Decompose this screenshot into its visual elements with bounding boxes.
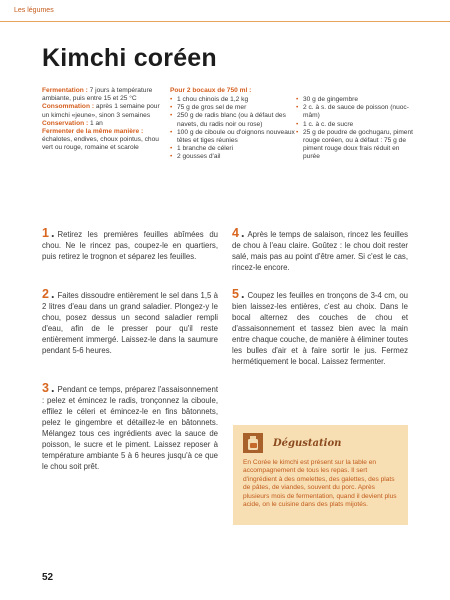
page-header bbox=[0, 0, 450, 22]
bullet-icon: • bbox=[170, 112, 173, 120]
ingredient-item: • 2 gousses d'ail bbox=[170, 153, 221, 161]
jar-icon bbox=[243, 433, 263, 453]
step-5: 5 . Coupez les feuilles en tronçons de 3-4 cm, ou bien laissez-les entières, c'est au choix. Dans le bocal alternez des couches de chou et d'assaisonnement et tassez bien avec la main entre chaque couche, de manière à éliminer toutes les bulles d'air et à faire sortir le jus. Fermez hermétiquement le bocal. Laissez fermenter. bbox=[232, 287, 408, 366]
bullet-icon: • bbox=[170, 145, 173, 153]
bullet-icon: • bbox=[170, 104, 173, 112]
step-text: Après le temps de salaison, rincez les feuilles de chou à l'eau claire. Goûtez : le chou doit rester salé, mais pas au point d'être amer. Si c'est le cas, rincez-le encore. bbox=[232, 230, 408, 272]
step-text: Coupez les feuilles en tronçons de 3-4 cm, ou bien laissez-les entières, c'est au choix. Dans le bocal alternez des couches de chou et d'assaisonnement et tassez bien avec la main entre chaque couche, de manière à éliminer toutes les bulles d'air et à faire sortir le jus. Fermez hermétiquement le bocal. Laissez fermenter. bbox=[232, 291, 408, 366]
section-label: Les légumes bbox=[14, 7, 54, 14]
step-number: 5 bbox=[232, 287, 239, 301]
ingredient-item: • 25 g de poudre de gochugaru, piment rouge coréen, ou à défaut : 75 g de piment rouge doux frais réduit en purée bbox=[296, 128, 413, 161]
ingredient-item: • 2 c. à s. de sauce de poisson (nuoc-mâm) bbox=[296, 104, 409, 120]
ingredient-item: • 100 g de ciboule ou d'oignons nouveaux têtes et tiges réunies bbox=[170, 128, 295, 145]
tasting-text: En Corée le kimchi est présent sur la table en accompagnement de tous les repas. Il sert d'ingrédient à des omelettes, des galettes, des plats de pâtes, de viandes, souvent du porc. Après plusieurs mois de fermentation, quand il devient plus acide, on le cuisine dans des plats mijotés. bbox=[243, 459, 397, 509]
ingredients-list-left bbox=[170, 96, 300, 162]
info-conservation: Conservation : 1 an bbox=[42, 119, 103, 127]
step-number: 4 bbox=[232, 226, 239, 240]
step-4: 4 . Après le temps de salaison, rincez les feuilles de chou à l'eau claire. Goûtez : le chou doit rester salé, mais pas au point d'être amer. Si c'est le cas, rincez-le encore. bbox=[232, 226, 408, 272]
ingredients-title: Pour 2 bocaux de 750 ml : bbox=[170, 87, 252, 94]
ingredient-item: • 250 g de radis blanc (ou à défaut des navets, du radis noir ou rose) bbox=[170, 112, 286, 128]
info-fermentation: Fermentation : 7 jours à température ambiante, puis entre 15 et 25 °C bbox=[42, 87, 153, 103]
bullet-icon: • bbox=[170, 128, 173, 136]
bullet-icon: • bbox=[296, 96, 299, 103]
step-text: Faites dissoudre entièrement le sel dans 1,5 à 2 litres d'eau dans un grand saladier. Plongez-y le chou, posez dessus un second saladier rempli d'eau, afin de le presser pour qu'il reste entièrement immergé. Laissez-le dans la saumure pendant 5-6 heures. bbox=[42, 291, 218, 355]
step-text: Retirez les premières feuilles abîmées du chou. Ne le rincez pas, coupez-le en quartiers, puis retirez le trognon et séparez les feuilles. bbox=[42, 230, 218, 261]
ingredient-item: • 1 c. à c. de sucre bbox=[296, 120, 354, 128]
ingredients-list-right bbox=[296, 96, 416, 162]
step-1: 1 . Retirez les premières feuilles abîmées du chou. Ne le rincez pas, coupez-le en quartiers, puis retirez le trognon et séparez les feuilles. bbox=[42, 226, 218, 261]
ingredient-item: • 75 g de gros sel de mer bbox=[170, 104, 247, 112]
step-number: 1 bbox=[42, 226, 49, 240]
bullet-icon: • bbox=[170, 153, 173, 161]
ingredient-item: • 30 g de gingembre bbox=[296, 96, 358, 103]
step-number: 3 bbox=[42, 381, 49, 395]
bullet-icon: • bbox=[296, 120, 299, 128]
bullet-icon: • bbox=[296, 104, 299, 112]
step-text: Pendant ce temps, préparez l'assaisonnement : pelez et émincez le radis, tronçonnez la ciboule, effilez le céleri et émincez-le en fins bâtonnets, pelez le gingembre et détaillez-le en bâtonnets. Mélangez tous ces ingrédients avec la sauce de poisson, le sucre et le piment. Laissez reposer à température ambiante 5 à 6 heures jusqu'à ce que le chou soit prêt. bbox=[42, 385, 218, 471]
recipe-info bbox=[42, 87, 162, 153]
step-number: 2 bbox=[42, 287, 49, 301]
ingredient-item: • 1 chou chinois de 1,2 kg bbox=[170, 96, 249, 103]
ingredient-item: • 1 branche de céleri bbox=[170, 145, 234, 153]
info-meme-maniere: Fermenter de la même manière : échalotes, endives, choux pointus, chou vert ou rouge, romaine et scarole bbox=[42, 128, 159, 152]
bullet-icon: • bbox=[296, 128, 299, 136]
step-3: 3 . Pendant ce temps, préparez l'assaisonnement : pelez et émincez le radis, tronçonnez la ciboule, effilez le céleri et émincez-le en fins bâtonnets, pelez le gingembre et détaillez-le en bâtonnets. Mélangez tous ces ingrédients avec la sauce de poisson, le sucre et le piment. Laissez reposer à température ambiante 5 à 6 heures jusqu'à ce que le chou soit prêt. bbox=[42, 381, 218, 471]
page-number: 52 bbox=[42, 572, 54, 583]
recipe-title: Kimchi coréen bbox=[42, 44, 217, 72]
step-2: 2 . Faites dissoudre entièrement le sel dans 1,5 à 2 litres d'eau dans un grand saladier. Plongez-y le chou, posez dessus un second saladier rempli d'eau, afin de le presser pour qu'il reste entièrement immergé. Laissez-le dans la saumure pendant 5-6 heures. bbox=[42, 287, 218, 355]
tasting-title: Dégustation bbox=[273, 438, 342, 449]
tasting-box bbox=[233, 425, 408, 525]
bullet-icon: • bbox=[170, 96, 173, 103]
info-consommation: Consommation : après 1 semaine pour un kimchi «jeune», sinon 3 semaines bbox=[42, 103, 160, 119]
